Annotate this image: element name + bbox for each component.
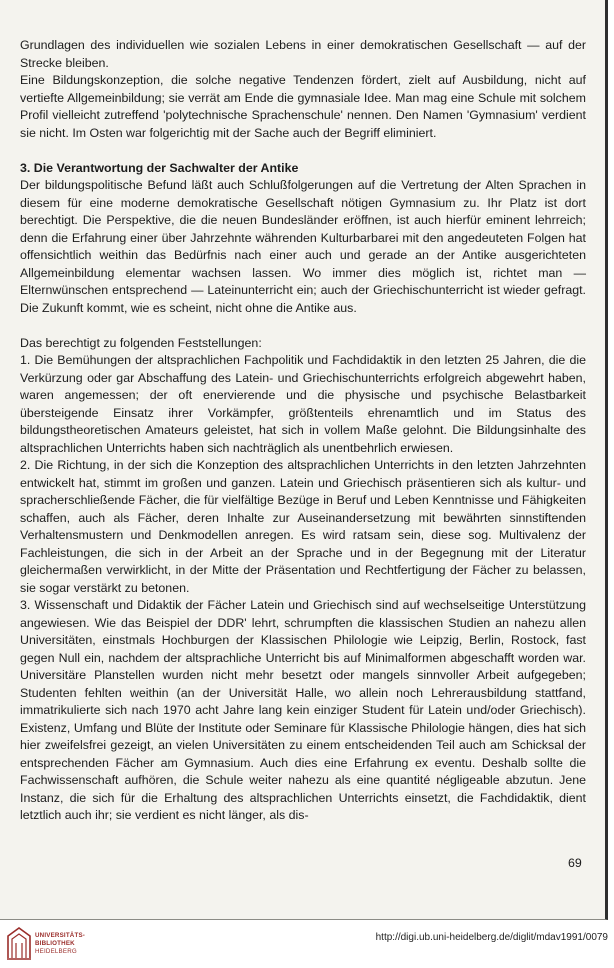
library-line-2: BIBLIOTHEK: [35, 940, 75, 947]
education-paragraph: Eine Bildungskonzeption, die solche negative Tendenzen fördert, zielt auf Ausbildung, nicht auf vertiefte Allgemeinbildung; sie verrät am Ende die gymnasiale Idee. Man mag eine Schule mit solchem Profil vielleicht zutreffend 'polytechnische Sprachenschule' nennen. Den Namen 'Gymnasium' verdient sie nicht. Im Osten war folgerichtig mit der Sache auch der Begriff eliminiert.: [20, 73, 586, 140]
page-number: 69: [568, 856, 582, 870]
intro-paragraph: Grundlagen des individuellen wie sozialen Lebens in einer demokratischen Gesellschaft — auf der Strecke bleiben.: [20, 38, 586, 70]
findings-intro: Das berechtigt zu folgenden Feststellungen:: [20, 335, 262, 350]
source-url-link[interactable]: http://digi.ub.uni-heidelberg.de/diglit/mdav1991/0079: [375, 932, 608, 943]
viewer-footer: [0, 920, 614, 968]
page-body-text: [20, 37, 586, 825]
finding-1: 1. Die Bemühungen der altsprachlichen Fachpolitik und Fachdidaktik in den letzten 25 Jahren, die die Verkürzung oder gar Abschaffung des Latein- und Griechischunterrichts erfolgreich abgewehrt haben, waren angemessen; der oft enervierende und die physische und psychische Belastbarkeit übersteigende Einsatz ihrer Vorkämpfer, größtenteils ehrenamtlich und im Status des bildungstheoretischen Amateurs geleistet, hat sich in vollem Maße gelohnt. Die Bildungsinhalte des altsprachlichen Unterrichts haben sich nachträglich als unentbehrlich erwiesen.: [20, 353, 586, 455]
finding-3: 3. Wissenschaft und Didaktik der Fächer Latein und Griechisch sind auf wechselseitige Unterstützung angewiesen. Wie das Beispiel der DDR' lehrt, schrumpften die klassischen Studien an nahezu allen Universitäten, einstmals Hochburgen der Klassischen Philologie wie Leipzig, Berlin, Rostock, fast gegen Null ein, nachdem der altsprachliche Unterricht bis auf Minimalformen abgeschafft worden war. Universitäre Planstellen wurden nicht mehr besetzt oder mangels sinnvoller Arbeit aufgegeben; Studenten fehlten weithin (an der Universität Halle, wo allein noch Lehrerausbildung stattfand, immatrikulierte sich nach 1970 acht Jahre lang kein einziger Student für Latein und/oder Griechisch). Existenz, Umfang und Blüte der Institute oder Seminare für Klassische Philologie hängen, dies hat sich hier zweifelsfrei gezeigt, an vielen Universitäten zu einem entscheidenden Teil auch am Schicksal der entsprechenden Fächer am Gymnasium. Auch dies eine Erfahrung ex eventu. Deshalb sollte die Fachwissenschaft aufhören, die Schule weiter nahezu als eine quantité négligeable abzutun. Jene Instanz, die sich für die Erhaltung des altsprachlichen Unterrichts einsetzt, die Fachdidaktik, dient letztlich auch ihr; sie verdient es nicht länger, als dis-: [20, 598, 586, 822]
section-paragraph: Der bildungspolitische Befund läßt auch Schlußfolgerungen auf die Vertretung der Alten Sprachen in diesem für eine moderne demokratische Gesellschaft nötigen Gymnasium zu. Ihr Platz ist dort berechtigt. Die Perspektive, die die neuen Bundesländer eröffnen, ist auch hierfür eminent lehrreich; denn die Erfahrung einer über Jahrzehnte währenden Kulturbarbarei mit den angedeuteten Folgen hat offensichtlich weithin das Bedürfnis nach einer auch und gerade an der Antike ausgerichteten Allgemeinbildung elementar wachsen lassen. Wo immer dies möglich ist, richtet man — Elternwünschen entsprechend — Lateinunterricht ein; auch der Griechischunterricht ist wieder gefragt. Die Zukunft kommt, wie es scheint, nicht ohne die Antike aus.: [20, 178, 586, 315]
library-name: [35, 932, 85, 956]
section-heading: 3. Die Verantwortung der Sachwalter der Antike: [20, 160, 299, 175]
finding-2: 2. Die Richtung, in der sich die Konzeption des altsprachlichen Unterrichts in den letzten Jahrzehnten entwickelt hat, stimmt im großen und ganzen. Latein und Griechisch präsentieren sich als kultur- und spracherschließende Fächer, die für vielfältige Bezüge in Beruf und Leben Kenntnisse und Fähigkeiten schaffen, auch als Fächer, deren Inhalte zur Auseinandersetzung mit bewährten sinnstiftenden Verhaltensmustern und Denkmodellen anregen. Es wird ratsam sein, diese sog. Multivalenz der Fachleistungen, die sich in der Arbeit an der Sprache und in der Begegnung mit der Literatur gleichermaßen verwirklicht, in der Mitte der Präsentation und Rechtfertigung der Fächer zu belassen, sie sogar verstärkt zu betonen.: [20, 458, 586, 595]
library-line-3: HEIDELBERG: [35, 948, 77, 955]
library-line-1: UNIVERSITÄTS-: [35, 932, 86, 939]
library-logo-icon: [6, 926, 32, 960]
